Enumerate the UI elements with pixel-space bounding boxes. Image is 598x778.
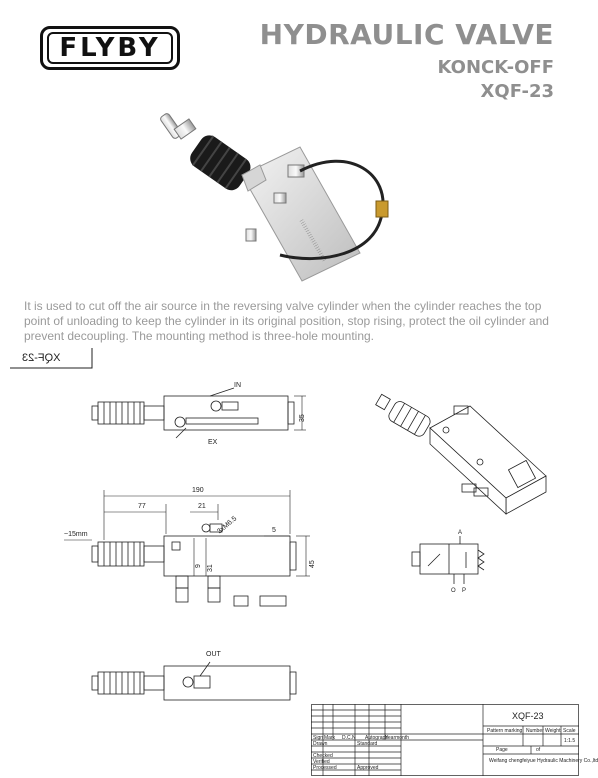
tb-dcn: D.C.N: [342, 735, 356, 741]
tb-sign: Sign: [313, 735, 324, 741]
port-out-label: OUT: [206, 651, 221, 658]
tb-verified: Verified: [313, 759, 330, 765]
dim-overall-length: 190: [192, 487, 204, 494]
dim-thread: 3xM6.5: [216, 515, 239, 536]
port-in-label: IN: [234, 382, 241, 389]
valve-symbol: [412, 536, 484, 584]
symbol-a-label: A: [458, 530, 463, 536]
tb-number: Number: [526, 728, 544, 734]
product-model: XQF-23: [480, 81, 554, 102]
tb-standard: Standard: [357, 741, 378, 747]
dim-21: 21: [198, 503, 206, 510]
product-description: It is used to cut off the air source in the reversing valve cylinder when the cylinder reaches the top point of unloading to keep the cylinder in its original position, stop rising, protect the oil cylinder and prevent decoupling. The mounting method is three-hole mounting.: [24, 299, 549, 343]
symbol-p-label: P: [462, 588, 467, 594]
brand-logo-text: FLYBY: [47, 32, 173, 64]
tb-pattern-marking: Pattern marking: [487, 728, 523, 734]
drawing-code-text: XQF-23: [22, 352, 61, 364]
tb-autograph: Autograph: [365, 735, 389, 741]
tb-approved: Approved: [357, 765, 379, 771]
dim-stroke: ~15mm: [64, 531, 88, 538]
bottom-view: [92, 662, 296, 700]
dim-31: 31: [207, 564, 214, 572]
tb-mark: Mark: [324, 735, 336, 741]
top-view: [92, 388, 294, 438]
symbol-o-label: O: [451, 588, 456, 594]
tb-of: of: [536, 747, 541, 753]
tb-drawn: Drawn: [313, 741, 328, 747]
product-header: [260, 18, 554, 104]
title-block-drawing-no: XQF-23: [512, 711, 544, 721]
tb-scale: Scale: [563, 728, 576, 734]
tb-page: Page: [496, 747, 508, 753]
product-title: HYDRAULIC VALVE: [259, 18, 554, 51]
tb-checked: Checked: [313, 753, 333, 759]
dim-77: 77: [138, 503, 146, 510]
svg-text:||||||||||||||||||||: ||||||||||||||||||||: [299, 218, 328, 263]
dim-5: 5: [272, 527, 276, 534]
tb-scale-value: 1:1.5: [564, 738, 576, 744]
tb-processed: Processed: [313, 765, 337, 771]
tb-yearmonth: Yearmonth: [385, 735, 409, 741]
dim-height-top: 35: [299, 414, 306, 422]
dim-45: 45: [309, 560, 316, 568]
isometric-view: [376, 394, 546, 514]
tb-company: Weifang chengfeiyue Hydraulic Machinery Co.,ltd: [489, 758, 598, 764]
port-ex-label: EX: [208, 439, 218, 446]
technical-drawing: [0, 370, 580, 704]
brand-logo: [40, 26, 180, 70]
product-subtitle: KONCK-OFF: [437, 57, 554, 78]
tb-weight: Weight: [545, 728, 561, 734]
product-photo: [150, 105, 410, 295]
dim-9: 9: [195, 564, 202, 568]
